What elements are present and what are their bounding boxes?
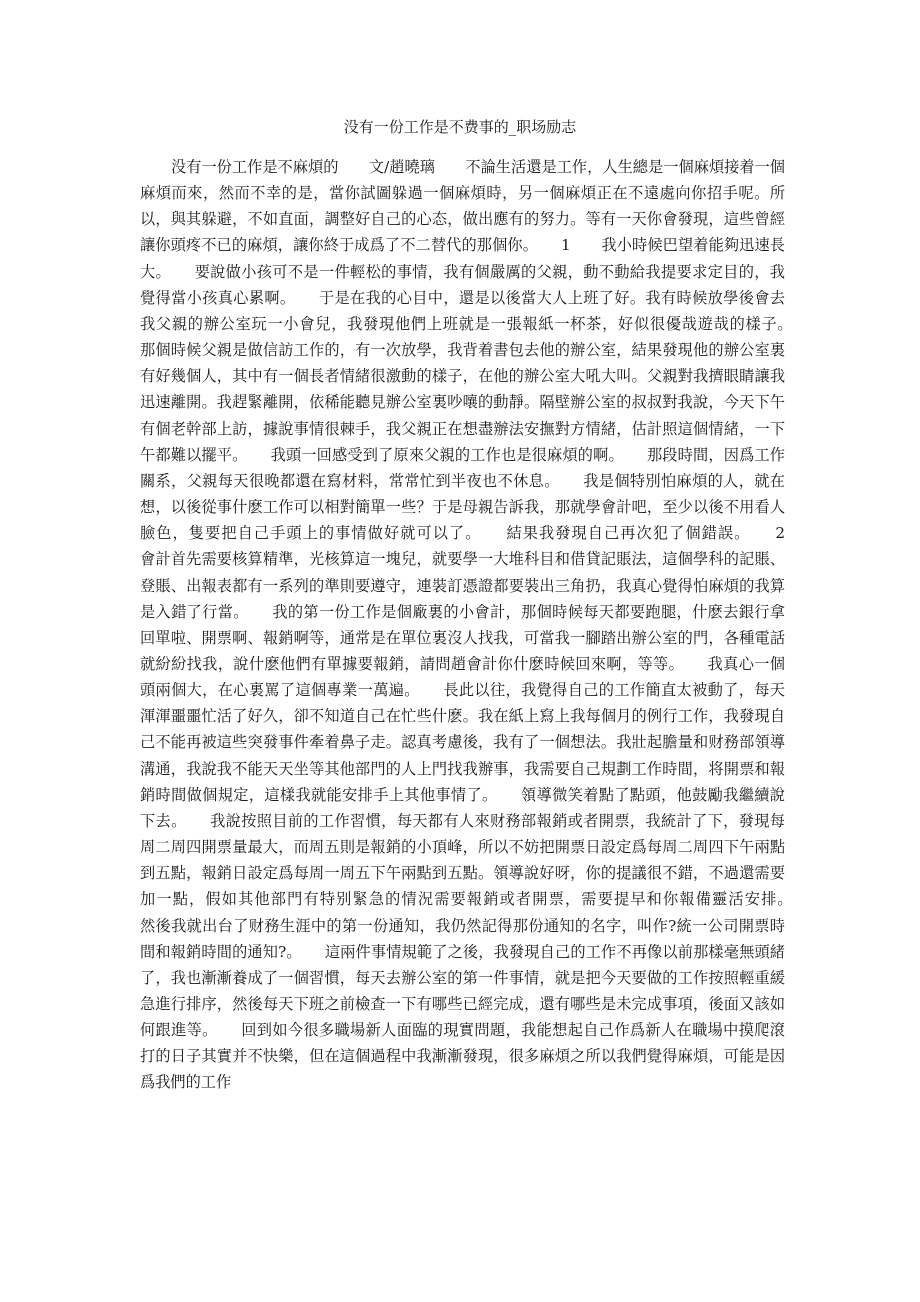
document-body: 没有一份工作是不麻煩的 文/趙曉璃 不論生活還是工作，人生總是一個麻煩接着一個麻煩而來，然而不幸的是，當你試圖躲過一個麻煩時，另一個麻煩正在不遠處向你招手呢。所以，與其躲避，不如直面，調整好自己的心态，做出應有的努力。等有一天你會發現，這些曾經讓你頭疼不已的麻煩，讓你終于成爲了不二替代的那個你。 1 我小時候巴望着能夠迅速長大。 要說做小孩可不是一件輕松的事情，我有個嚴厲的父親，動不動給我提要求定目的，我覺得當小孩真心累啊。 于是在我的心目中，還是以後當大人上班了好。我有時候放學後會去我父親的辦公室玩一小會兒，我發現他們上班就是一張報紙一杯茶，好似很優哉遊哉的樣子。 那個時候父親是做信訪工作的，有一次放學，我背着書包去他的辦公室，結果發現他的辦公室裏有好幾個人，其中有一個長者情緒很激動的樣子，在他的辦公室大吼大叫。父親對我擠眼睛讓我迅速離開。我趕緊離開，依稀能聽見辦公室裏吵嚷的動靜。隔壁辦公室的叔叔對我說，今天下午有個老幹部上訪，據說事情很棘手，我父親正在想盡辦法安撫對方情緒，估計照這個情緒，一下午都難以擺平。 我頭一回感受到了原來父親的工作也是很麻煩的啊。 那段時間，因爲工作關系，父親每天很晚都還在寫材料，常常忙到半夜也不休息。 我是個特別怕麻煩的人，就在想，以後從事什麽工作可以相對簡單一些？于是母親告訴我，那就學會計吧，至少以後不用看人臉色，隻要把自己手頭上的事情做好就可以了。 結果我發現自己再次犯了個錯誤。 2 會計首先需要核算精準，光核算這一塊兒，就要學一大堆科目和借貸記賬法，這個學科的記賬、登賬、出報表都有一系列的準則要遵守，連裝訂憑證都要裝出三角扔，我真心覺得怕麻煩的我算是入錯了行當。 我的第一份工作是個廠裏的小會計，那個時候每天都要跑腿，什麽去銀行拿回單啦、開票啊、報銷啊等，通常是在單位裏沒人找我，可當我一腳踏出辦公室的門，各種電話就紛紛找我，說什麽他們有單據要報銷，請問趙會計你什麽時候回來啊，等等。 我真心一個頭兩個大，在心裏罵了這個專業一萬遍。 長此以往，我覺得自己的工作簡直太被動了，每天渾渾噩噩忙活了好久，卻不知道自己在忙些什麽。我在紙上寫上我每個月的例行工作，我發現自己不能再被這些突發事件牽着鼻子走。認真考慮後，我有了一個想法。我壯起膽量和财務部領導溝通，我說我不能天天坐等其他部門的人上門找我辦事，我需要自己規劃工作時間，将開票和報銷時間做個規定，這樣我就能安排手上其他事情了。 領導微笑着點了點頭，他鼓勵我繼續說下去。 我說按照目前的工作習慣，每天都有人來财務部報銷或者開票，我統計了下，發現每周二周四開票量最大，而周五則是報銷的小頂峰，所以不妨把開票日設定爲每周二周四下午兩點到五點，報銷日設定爲每周一周五下午兩點到五點。領導說好呀，你的提議很不錯，不過還需要加一點，假如其他部門有特别緊急的情況需要報銷或者開票，需要提早和你報備靈活安排。 然後我就出台了财務生涯中的第一份通知，我仍然記得那份通知的名字，叫作?統一公司開票時間和報銷時間的通知?。 這兩件事情規範了之後，我發現自己的工作不再像以前那樣毫無頭緒了，我也漸漸養成了一個習慣，每天去辦公室的第一件事情，就是把今天要做的工作按照輕重緩急進行排序，然後每天下班之前檢查一下有哪些已經完成，還有哪些是未完成事項，後面又該如何跟進等。 回到如今很多職場新人面臨的現實問題，我能想起自己作爲新人在職場中摸爬滾打的日子其實并不快樂，但在這個過程中我漸漸發現，很多麻煩之所以我們覺得麻煩，可能是因爲我們的工作 bbox=[140, 158, 816, 1092]
document-title: 没有一份工作是不费事的_职场励志 bbox=[343, 118, 577, 136]
